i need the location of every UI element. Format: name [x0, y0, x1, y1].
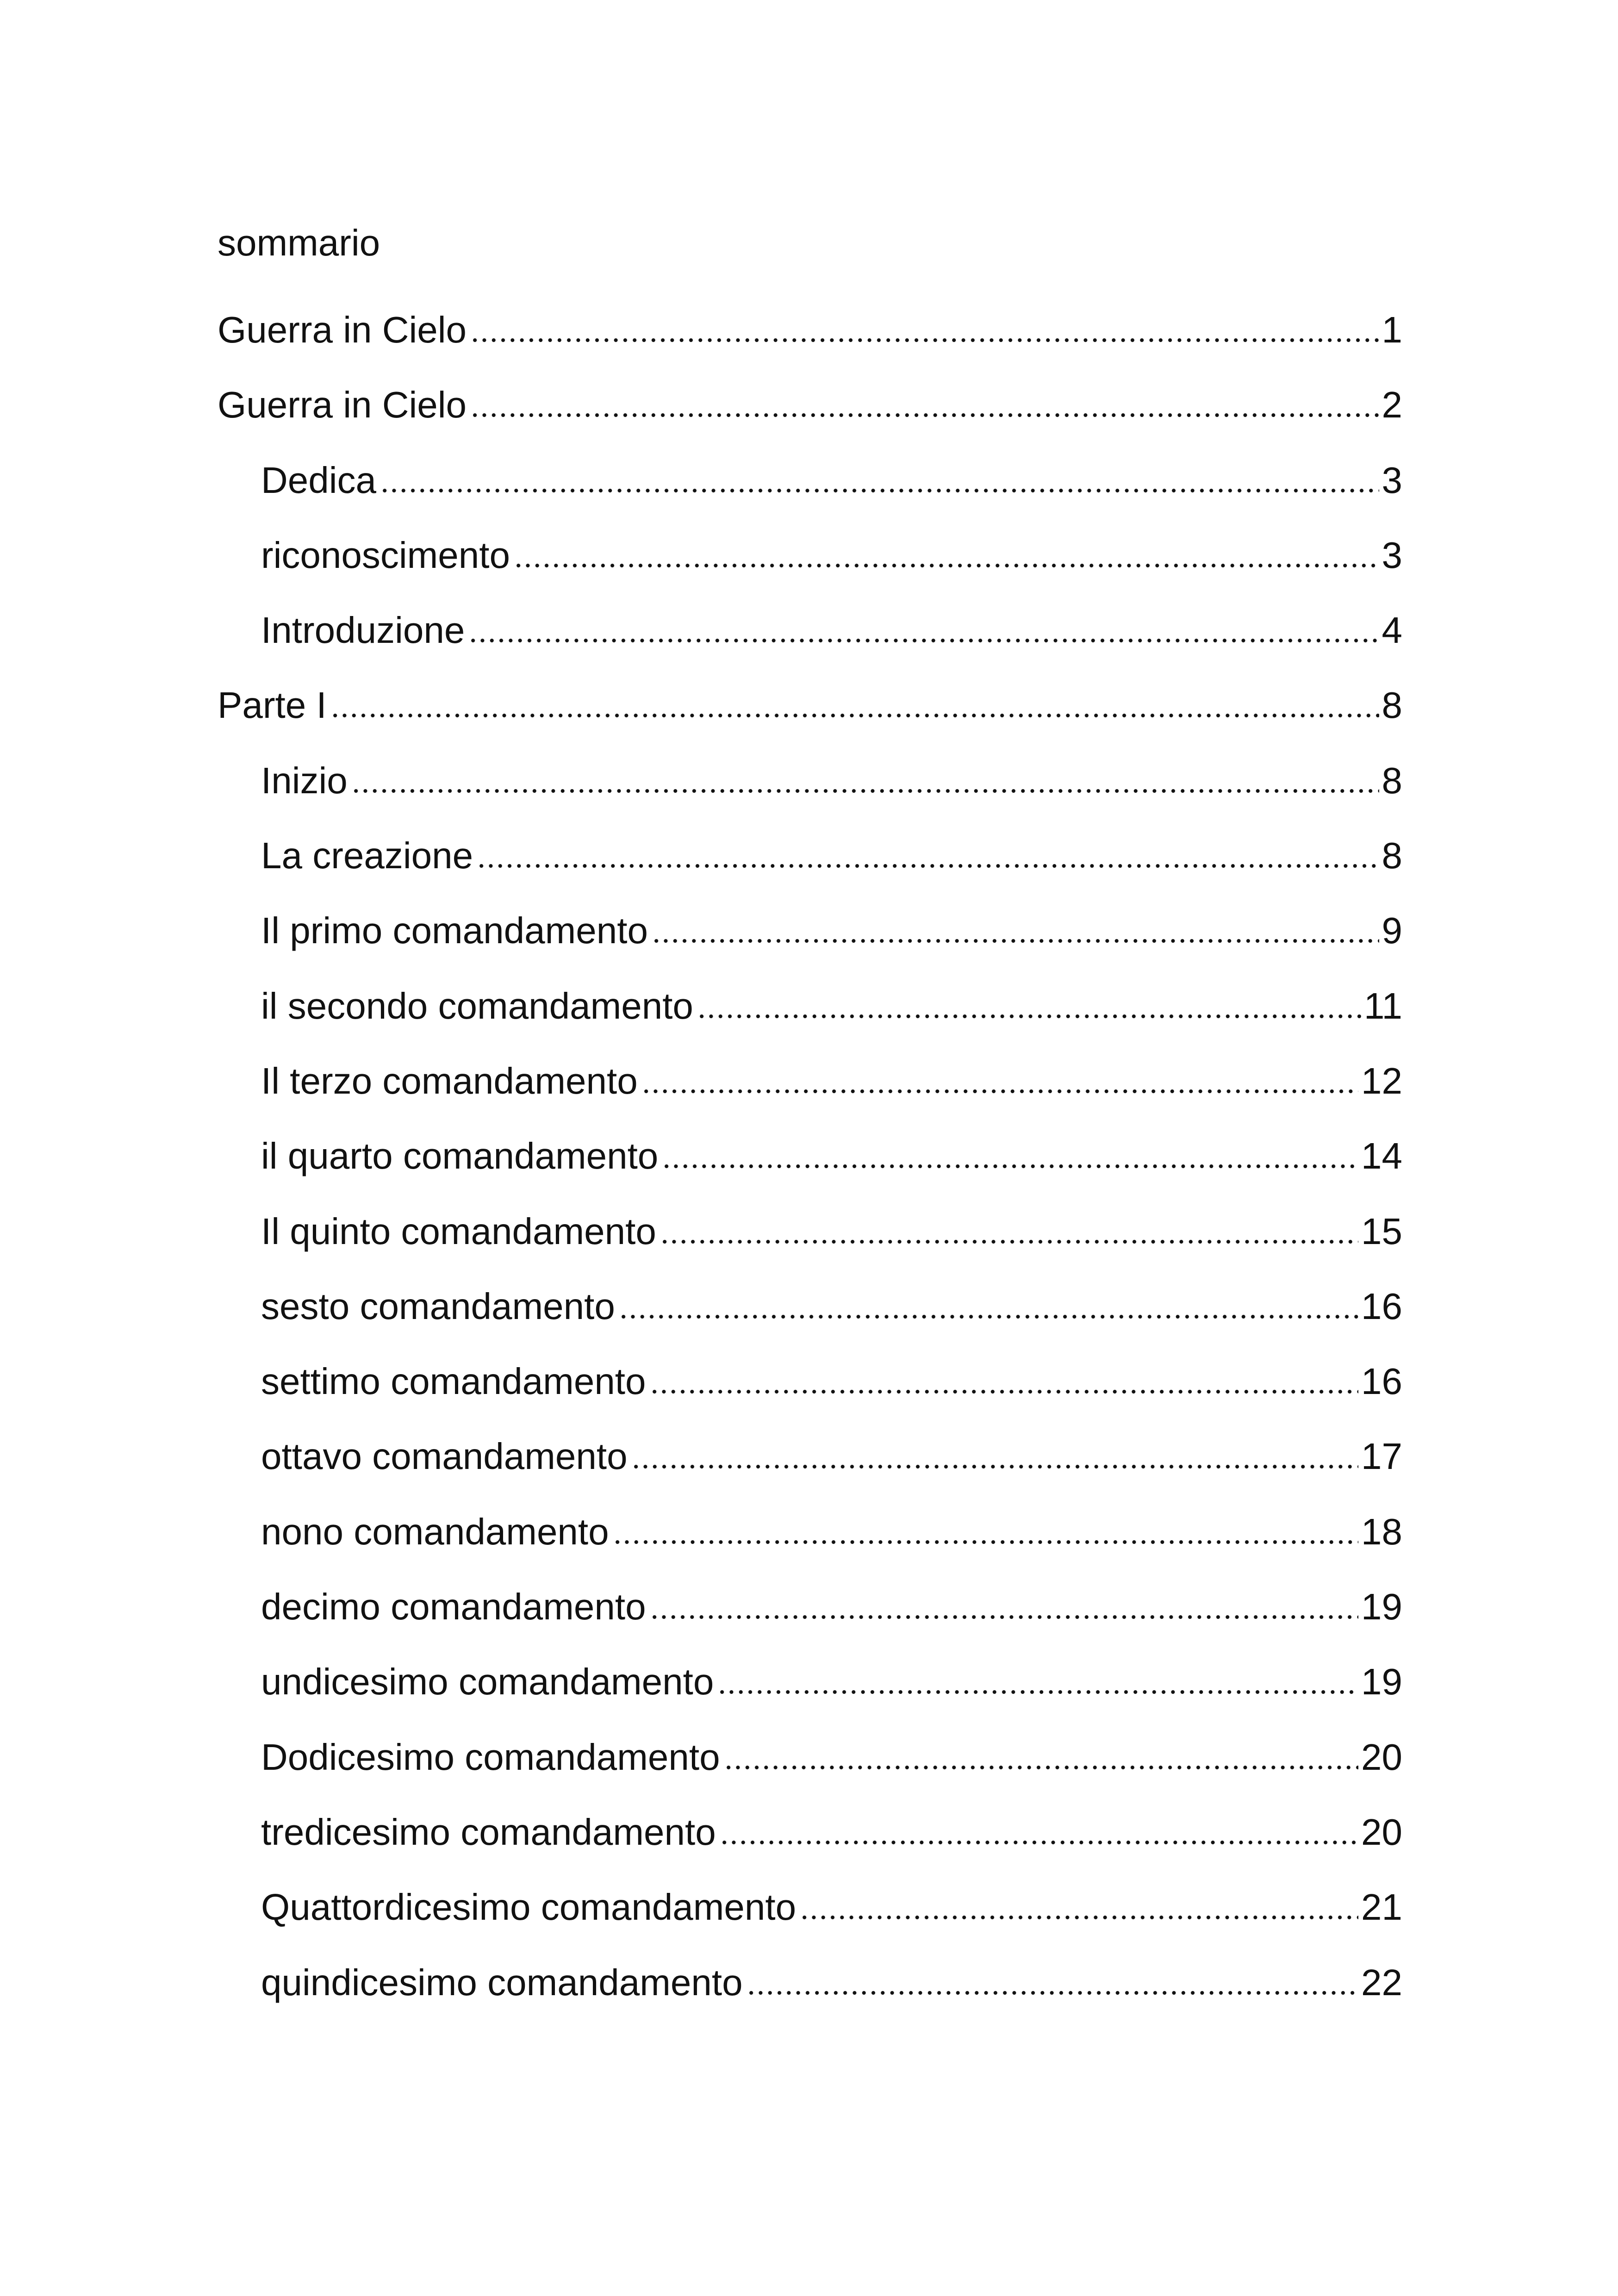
toc-entry-page: 17	[1361, 1436, 1402, 1477]
toc-entry[interactable]	[218, 380, 1402, 454]
toc-entry-title: Il terzo comandamento	[261, 1060, 638, 1101]
toc-entry-page: 2	[1382, 384, 1402, 426]
toc-entry-title: undicesimo comandamento	[261, 1661, 714, 1703]
toc-entry-page: 9	[1382, 910, 1402, 952]
toc-leader-dots	[652, 939, 1379, 943]
toc-entry-title: Quattordicesimo comandamento	[261, 1886, 797, 1928]
toc-leader-dots	[641, 1089, 1358, 1094]
toc-entry-page: 11	[1363, 985, 1402, 1027]
toc-entry-title: il quarto comandamento	[261, 1135, 659, 1177]
toc-entry-title: tredicesimo comandamento	[261, 1811, 716, 1853]
toc-entry-page: 20	[1361, 1811, 1402, 1853]
toc-entry[interactable]	[218, 1206, 1402, 1281]
toc-entry[interactable]	[218, 530, 1402, 605]
toc-entry-title: Il quinto comandamento	[261, 1210, 656, 1252]
toc-entry[interactable]	[218, 680, 1402, 755]
toc-entry[interactable]	[218, 1131, 1402, 1206]
toc-entry-page: 8	[1382, 759, 1402, 801]
toc-title: sommario	[218, 222, 380, 263]
toc-leader-dots	[470, 338, 1379, 342]
toc-entry[interactable]	[218, 455, 1402, 530]
toc-entry-page: 8	[1382, 684, 1402, 726]
toc-leader-dots	[800, 1915, 1358, 1920]
toc-leader-dots	[662, 1164, 1358, 1169]
toc-entry-page: 3	[1382, 534, 1402, 576]
toc-leader-dots	[514, 563, 1379, 568]
toc-entry-title: Guerra in Cielo	[218, 384, 467, 426]
toc-entry-title: Dodicesimo comandamento	[261, 1736, 720, 1778]
toc-leader-dots	[470, 413, 1379, 417]
toc-entry-page: 1	[1382, 309, 1402, 350]
toc-entry-page: 14	[1361, 1135, 1402, 1177]
toc-entry-page: 15	[1361, 1210, 1402, 1252]
toc-leader-dots	[613, 1540, 1358, 1544]
toc-leader-dots	[477, 864, 1379, 868]
toc-entry[interactable]	[218, 305, 1402, 380]
toc-entry-title: ottavo comandamento	[261, 1436, 628, 1477]
toc-entry-page: 4	[1382, 610, 1402, 651]
toc-entry-title: settimo comandamento	[261, 1361, 646, 1402]
toc-leader-dots	[650, 1615, 1358, 1619]
toc-entry-title: La creazione	[261, 835, 473, 877]
toc-entry[interactable]	[218, 1506, 1402, 1581]
toc-entry-title: Il primo comandamento	[261, 910, 648, 952]
toc-leader-dots	[468, 638, 1379, 643]
toc-entry-title: Inizio	[261, 759, 348, 801]
toc-entry-title: il secondo comandamento	[261, 985, 693, 1027]
toc-entry[interactable]	[218, 830, 1402, 905]
toc-entry-page: 16	[1361, 1361, 1402, 1402]
toc-leader-dots	[660, 1239, 1358, 1244]
toc-leader-dots	[330, 713, 1379, 718]
toc-entry[interactable]	[218, 1882, 1402, 1957]
toc-leader-dots	[697, 1014, 1361, 1019]
toc-entry-page: 8	[1382, 835, 1402, 877]
toc-entry[interactable]	[218, 1656, 1402, 1731]
toc-leader-dots	[619, 1314, 1358, 1319]
toc-entry[interactable]	[218, 755, 1402, 830]
toc-entry[interactable]	[218, 1807, 1402, 1882]
toc-entry-title: Dedica	[261, 459, 377, 501]
toc-entry-page: 3	[1382, 459, 1402, 501]
toc-entry-page: 16	[1361, 1285, 1402, 1327]
toc-leader-dots	[717, 1690, 1358, 1694]
toc-leader-dots	[720, 1840, 1358, 1845]
toc-entry-title: decimo comandamento	[261, 1586, 646, 1628]
toc-leader-dots	[631, 1464, 1358, 1469]
toc-entry-title: nono comandamento	[261, 1511, 609, 1552]
toc-entry[interactable]	[218, 905, 1402, 980]
toc-entry-title: Guerra in Cielo	[218, 309, 467, 350]
toc-leader-dots	[747, 1991, 1358, 1995]
toc-entry[interactable]	[218, 981, 1402, 1056]
toc-entry-page: 22	[1361, 1961, 1402, 2003]
toc-entry[interactable]	[218, 605, 1402, 680]
toc-entry-page: 20	[1361, 1736, 1402, 1778]
toc-entry-title: Parte I	[218, 684, 327, 726]
toc-entry-title: sesto comandamento	[261, 1285, 615, 1327]
toc-entry-page: 18	[1361, 1511, 1402, 1552]
toc-leader-dots	[351, 789, 1379, 793]
toc-entry[interactable]	[218, 1281, 1402, 1356]
toc-entry-page: 19	[1361, 1661, 1402, 1703]
toc-list	[218, 305, 1402, 2032]
toc-entry[interactable]	[218, 1957, 1402, 2032]
toc-entry[interactable]	[218, 1581, 1402, 1656]
toc-entry-page: 21	[1361, 1886, 1402, 1928]
toc-leader-dots	[650, 1389, 1358, 1394]
toc-entry-title: quindicesimo comandamento	[261, 1961, 743, 2003]
toc-entry[interactable]	[218, 1431, 1402, 1506]
toc-entry-page: 12	[1361, 1060, 1402, 1101]
toc-entry[interactable]	[218, 1732, 1402, 1807]
toc-entry[interactable]	[218, 1056, 1402, 1131]
toc-entry[interactable]	[218, 1356, 1402, 1431]
toc-leader-dots	[380, 488, 1379, 493]
toc-entry-title: riconoscimento	[261, 534, 510, 576]
toc-entry-page: 19	[1361, 1586, 1402, 1628]
toc-entry-title: Introduzione	[261, 610, 465, 651]
toc-leader-dots	[724, 1765, 1358, 1770]
